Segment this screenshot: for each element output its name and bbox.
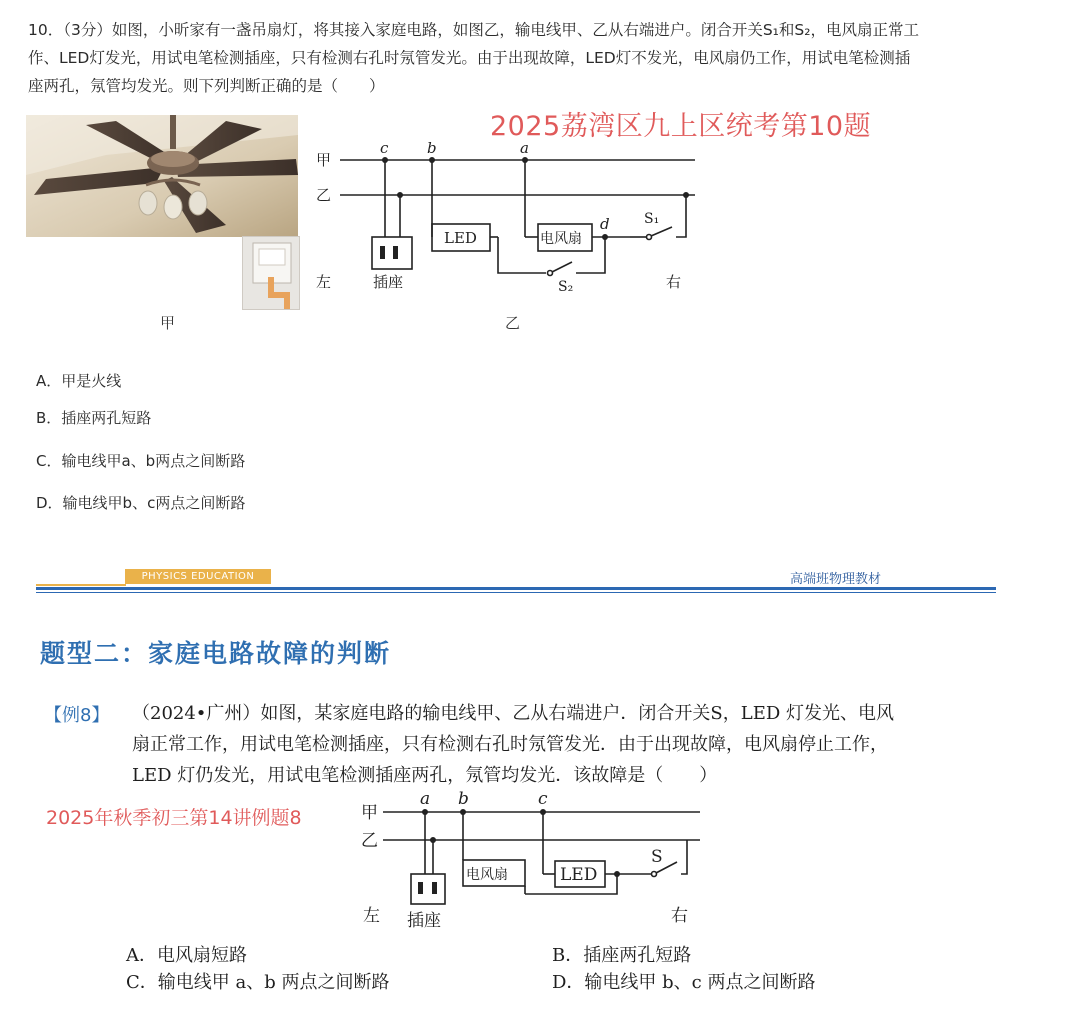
question-10-text <box>28 16 1068 100</box>
ex8-wire-jia-label: 甲 <box>361 803 378 823</box>
question-10-source-watermark: 2025荔湾区九上区统考第10题 <box>490 111 872 142</box>
point-d-label: d <box>600 215 610 233</box>
figure-yi-caption: 乙 <box>505 314 521 332</box>
brand-label: 高端班物理教材 <box>790 572 882 587</box>
led-label: LED <box>444 229 477 247</box>
ex8-point-b-label: b <box>458 790 469 809</box>
question-10-line3: 座两孔，氖管均发光。则下列判断正确的是（ ） <box>28 77 385 95</box>
ex8-point-a-label: a <box>420 790 431 809</box>
ex8-wire-yi-label: 乙 <box>361 831 378 851</box>
ex8-left-label: 左 <box>363 906 380 926</box>
example-8-line1: （2024•广州）如图，某家庭电路的输电线甲、乙从右端进户．闭合开关S，LED 灯发光、电风 <box>132 703 894 724</box>
socket-label: 插座 <box>373 273 404 291</box>
example-8-option-d[interactable]: D．输电线甲 b、c 两点之间断路 <box>552 972 816 993</box>
example-8-option-c[interactable]: C．输电线甲 a、b 两点之间断路 <box>126 972 390 993</box>
example-8-line3: LED 灯仍发光，用试电笔检测插座两孔，氖管均发光．该故障是（ ） <box>132 765 718 786</box>
example-8-option-a[interactable]: A．电风扇短路 <box>126 945 247 966</box>
example-8-option-b[interactable]: B．插座两孔短路 <box>552 945 692 966</box>
wire-jia-label: 甲 <box>316 151 332 169</box>
example-8-text <box>132 698 1012 791</box>
ex8-led-label: LED <box>560 865 598 885</box>
point-b-label: b <box>427 139 437 157</box>
example-8-line2: 扇正常工作，用试电笔检测插座，只有检测右孔时氖管发光．由于出现故障，电风扇停止工作， <box>132 734 888 755</box>
fan-label: 电风扇 <box>540 231 582 247</box>
option-d[interactable]: D．输电线甲b、c两点之间断路 <box>36 494 246 512</box>
header-rule-thin <box>36 592 996 593</box>
ex8-right-label: 右 <box>671 906 688 926</box>
option-c[interactable]: C．输电线甲a、b两点之间断路 <box>36 452 246 470</box>
physics-education-tab: PHYSICS EDUCATION <box>125 569 271 584</box>
question-10-line1: 10．（3分）如图，小昕家有一盏吊扇灯，将其接入家庭电路，如图乙，输电线甲、乙从右端进户。闭合开关S₁和S₂，电风扇正常工 <box>28 21 919 39</box>
wire-yi-label: 乙 <box>316 186 332 204</box>
option-a[interactable]: A．甲是火线 <box>36 372 122 390</box>
question-10-circuit-diagram <box>300 125 720 310</box>
ex8-switch-s-label: S <box>651 847 663 867</box>
switch-s2-label: S₂ <box>558 279 574 295</box>
header-accent-line <box>36 584 126 586</box>
left-label: 左 <box>316 273 332 291</box>
ex8-socket-label: 插座 <box>407 911 441 931</box>
option-b[interactable]: B．插座两孔短路 <box>36 409 152 427</box>
section-title: 题型二：家庭电路故障的判断 <box>40 639 392 668</box>
point-c-label: c <box>380 139 389 157</box>
question-10-line2: 作、LED灯发光，用试电笔检测插座，只有检测右孔时氖管发光。由于出现故障，LED灯不发光，电风扇仍工作，用试电笔检测插 <box>28 49 911 67</box>
ceiling-fan-photo <box>26 115 298 237</box>
wall-switch-photo <box>242 236 300 310</box>
example-8-source-watermark: 2025年秋季初三第14讲例题8 <box>46 807 302 829</box>
point-a-label: a <box>520 139 529 157</box>
figure-jia-caption: 甲 <box>160 314 176 332</box>
ex8-point-c-label: c <box>538 790 548 809</box>
example-8-circuit-diagram <box>355 790 715 935</box>
switch-s1-label: S₁ <box>644 211 660 227</box>
header-rule-thick <box>36 587 996 590</box>
right-label: 右 <box>666 273 682 291</box>
ex8-fan-label: 电风扇 <box>466 867 508 883</box>
example-8-label: 【例8】 <box>44 705 110 726</box>
